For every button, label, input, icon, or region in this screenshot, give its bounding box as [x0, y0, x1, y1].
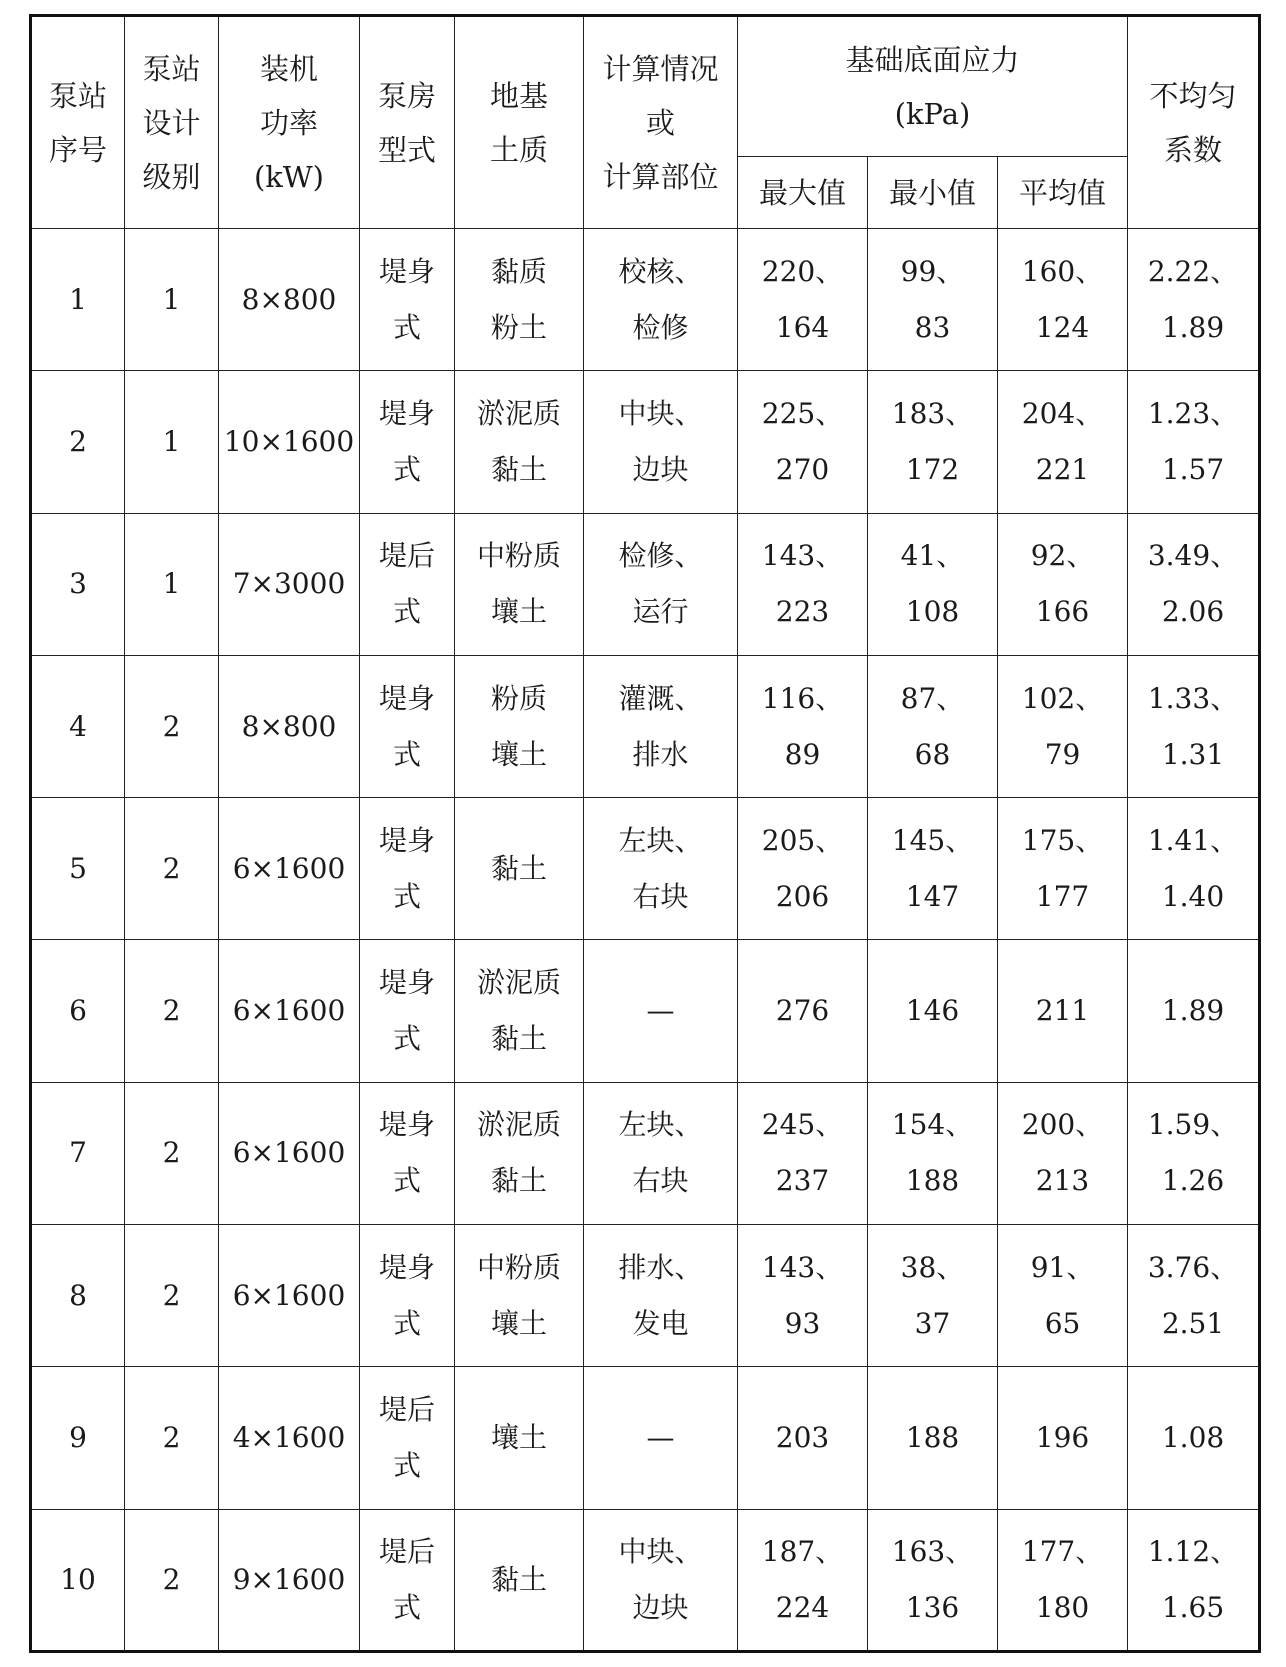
- cell-installed-power-text: 4×1600: [232, 1421, 346, 1455]
- cell-design-level-text: 2: [162, 709, 181, 743]
- cell-installed-power-text: 9×1600: [232, 1562, 346, 1596]
- header-design-level: 泵站 设计 级别: [125, 16, 219, 229]
- cell-station-no: [31, 798, 125, 940]
- cell-station-no: [31, 371, 125, 513]
- cell-calc-case: [584, 655, 738, 797]
- cell-calc-case: [584, 1367, 738, 1509]
- cell-station-no: [31, 1082, 125, 1224]
- cell-foundation-soil: [455, 513, 584, 655]
- cell-min-stress-text: 145、 147: [891, 823, 974, 913]
- cell-avg-stress-text: 92、 166: [1030, 539, 1095, 629]
- cell-calc-case: [584, 940, 738, 1082]
- cell-pump-house-type: [360, 1509, 455, 1651]
- cell-min-stress-text: 146: [905, 994, 960, 1028]
- cell-design-level: [125, 1509, 219, 1651]
- cell-installed-power: [219, 1367, 360, 1509]
- cell-foundation-soil: [455, 229, 584, 371]
- cell-pump-house-type-text: 堤身 式: [378, 966, 435, 1056]
- cell-foundation-soil: [455, 371, 584, 513]
- cell-pump-house-type: [360, 940, 455, 1082]
- cell-nonuniformity-coef: [1128, 655, 1260, 797]
- cell-nonuniformity-coef-text: 1.33、 1.31: [1147, 681, 1239, 771]
- table-row: [31, 940, 1260, 1082]
- header-installed-power: 装机 功率 (kW): [219, 16, 360, 229]
- cell-foundation-soil: [455, 1225, 584, 1367]
- cell-design-level-text: 1: [162, 282, 181, 316]
- cell-nonuniformity-coef-text: 1.59、 1.26: [1147, 1108, 1239, 1198]
- cell-station-no: [31, 1225, 125, 1367]
- cell-pump-house-type: [360, 655, 455, 797]
- cell-pump-house-type: [360, 513, 455, 655]
- cell-avg-stress: [998, 1082, 1128, 1224]
- cell-design-level: [125, 1367, 219, 1509]
- cell-calc-case-text: 左块、 右块: [618, 1108, 703, 1198]
- cell-installed-power: [219, 655, 360, 797]
- cell-pump-house-type: [360, 229, 455, 371]
- cell-design-level-text: 1: [162, 567, 181, 601]
- cell-min-stress-text: 38、 37: [900, 1250, 965, 1340]
- cell-pump-house-type: [360, 371, 455, 513]
- cell-nonuniformity-coef: [1128, 1367, 1260, 1509]
- cell-avg-stress: [998, 513, 1128, 655]
- cell-station-no-text: 2: [69, 424, 87, 458]
- cell-design-level: [125, 371, 219, 513]
- cell-min-stress: [868, 1509, 998, 1651]
- cell-foundation-soil: [455, 1367, 584, 1509]
- cell-max-stress-text: 220、 164: [761, 254, 844, 344]
- cell-installed-power-text: 6×1600: [232, 851, 346, 885]
- cell-avg-stress: [998, 1509, 1128, 1651]
- table-row: [31, 513, 1260, 655]
- cell-design-level-text: 2: [162, 851, 181, 885]
- cell-max-stress-text: 276: [775, 994, 830, 1028]
- cell-max-stress-text: 203: [775, 1421, 830, 1455]
- cell-calc-case: [584, 229, 738, 371]
- cell-installed-power-text: 10×1600: [223, 424, 355, 458]
- cell-station-no-text: 3: [69, 567, 87, 601]
- cell-pump-house-type-text: 堤后 式: [378, 539, 435, 629]
- cell-avg-stress-text: 177、 180: [1021, 1534, 1104, 1624]
- cell-min-stress: [868, 229, 998, 371]
- cell-max-stress: [738, 229, 868, 371]
- cell-installed-power: [219, 798, 360, 940]
- cell-foundation-soil: [455, 1082, 584, 1224]
- table-row: [31, 229, 1260, 371]
- cell-min-stress-text: 183、 172: [891, 396, 974, 486]
- cell-min-stress: [868, 371, 998, 513]
- cell-nonuniformity-coef-text: 1.23、 1.57: [1147, 396, 1239, 486]
- cell-max-stress-text: 143、 93: [761, 1250, 844, 1340]
- cell-installed-power-text: 6×1600: [232, 1136, 346, 1170]
- cell-design-level-text: 2: [162, 1562, 181, 1596]
- cell-min-stress-text: 188: [905, 1421, 960, 1455]
- cell-pump-house-type: [360, 1082, 455, 1224]
- cell-min-stress: [868, 513, 998, 655]
- cell-design-level: [125, 1225, 219, 1367]
- cell-pump-house-type-text: 堤身 式: [378, 396, 435, 486]
- cell-max-stress-text: 187、 224: [761, 1534, 844, 1624]
- cell-avg-stress-text: 102、 79: [1021, 681, 1104, 771]
- cell-nonuniformity-coef: [1128, 798, 1260, 940]
- header-nonuniformity-coef: 不均匀 系数: [1128, 16, 1260, 229]
- cell-design-level: [125, 1082, 219, 1224]
- header-avg: 平均值: [998, 157, 1128, 229]
- cell-max-stress-text: 116、 89: [761, 681, 844, 771]
- cell-installed-power: [219, 513, 360, 655]
- cell-pump-house-type: [360, 798, 455, 940]
- cell-calc-case-text: —: [646, 994, 675, 1028]
- cell-design-level-text: 2: [162, 994, 181, 1028]
- cell-foundation-soil: [455, 940, 584, 1082]
- cell-avg-stress: [998, 229, 1128, 371]
- cell-station-no-text: 4: [69, 709, 87, 743]
- cell-calc-case: [584, 371, 738, 513]
- cell-station-no-text: 8: [69, 1278, 87, 1312]
- cell-pump-house-type-text: 堤身 式: [378, 254, 435, 344]
- cell-design-level: [125, 798, 219, 940]
- cell-foundation-soil: [455, 1509, 584, 1651]
- cell-calc-case-text: 排水、 发电: [618, 1250, 703, 1340]
- cell-installed-power-text: 6×1600: [232, 1278, 346, 1312]
- cell-station-no-text: 9: [69, 1421, 87, 1455]
- table-body: [31, 229, 1260, 1652]
- cell-max-stress-text: 143、 223: [761, 539, 844, 629]
- cell-installed-power-text: 8×800: [241, 709, 337, 743]
- cell-pump-house-type-text: 堤身 式: [378, 1250, 435, 1340]
- cell-calc-case: [584, 1509, 738, 1651]
- table-row: [31, 655, 1260, 797]
- cell-station-no: [31, 655, 125, 797]
- cell-nonuniformity-coef-text: 3.76、 2.51: [1147, 1250, 1239, 1340]
- cell-station-no-text: 6: [69, 994, 87, 1028]
- cell-calc-case-text: 中块、 边块: [618, 396, 703, 486]
- cell-installed-power-text: 6×1600: [232, 994, 346, 1028]
- cell-max-stress: [738, 371, 868, 513]
- table-row: [31, 1367, 1260, 1509]
- cell-pump-house-type: [360, 1225, 455, 1367]
- cell-pump-house-type-text: 堤身 式: [378, 681, 435, 771]
- cell-station-no-text: 10: [60, 1562, 96, 1596]
- cell-design-level: [125, 513, 219, 655]
- cell-calc-case: [584, 1082, 738, 1224]
- cell-foundation-soil: [455, 655, 584, 797]
- cell-max-stress: [738, 798, 868, 940]
- cell-nonuniformity-coef: [1128, 371, 1260, 513]
- cell-station-no-text: 5: [69, 851, 87, 885]
- cell-nonuniformity-coef: [1128, 940, 1260, 1082]
- foundation-stress-table: [29, 14, 1261, 1653]
- header-foundation-soil: 地基 土质: [455, 16, 584, 229]
- cell-nonuniformity-coef-text: 3.49、 2.06: [1147, 539, 1239, 629]
- header-max: 最大值: [738, 157, 868, 229]
- cell-max-stress: [738, 1367, 868, 1509]
- cell-avg-stress: [998, 798, 1128, 940]
- cell-max-stress: [738, 1082, 868, 1224]
- cell-design-level-text: 2: [162, 1278, 181, 1312]
- cell-design-level: [125, 940, 219, 1082]
- cell-installed-power: [219, 371, 360, 513]
- cell-calc-case-text: —: [646, 1421, 675, 1455]
- cell-avg-stress: [998, 1367, 1128, 1509]
- cell-pump-house-type-text: 堤身 式: [378, 1108, 435, 1198]
- cell-nonuniformity-coef-text: 2.22、 1.89: [1147, 254, 1239, 344]
- cell-calc-case: [584, 798, 738, 940]
- cell-foundation-soil-text: 粉质 壤土: [490, 681, 547, 771]
- cell-min-stress: [868, 1225, 998, 1367]
- header-station-no: 泵站 序号: [31, 16, 125, 229]
- cell-station-no: [31, 940, 125, 1082]
- cell-calc-case-text: 中块、 边块: [618, 1534, 703, 1624]
- cell-max-stress: [738, 1225, 868, 1367]
- cell-foundation-soil-text: 壤土: [490, 1421, 547, 1455]
- cell-pump-house-type-text: 堤后 式: [378, 1534, 435, 1624]
- cell-station-no-text: 7: [69, 1136, 87, 1170]
- cell-station-no: [31, 1509, 125, 1651]
- cell-avg-stress-text: 91、 65: [1030, 1250, 1095, 1340]
- cell-installed-power: [219, 1082, 360, 1224]
- cell-nonuniformity-coef-text: 1.12、 1.65: [1147, 1534, 1239, 1624]
- table-row: [31, 1082, 1260, 1224]
- cell-pump-house-type: [360, 1367, 455, 1509]
- cell-pump-house-type-text: 堤身 式: [378, 823, 435, 913]
- cell-min-stress: [868, 1082, 998, 1224]
- cell-foundation-soil-text: 淤泥质 黏土: [476, 396, 561, 486]
- cell-calc-case: [584, 513, 738, 655]
- cell-foundation-soil-text: 中粉质 壤土: [476, 1250, 561, 1340]
- cell-nonuniformity-coef: [1128, 229, 1260, 371]
- cell-foundation-soil-text: 黏质 粉土: [490, 254, 547, 344]
- cell-foundation-soil-text: 淤泥质 黏土: [476, 1108, 561, 1198]
- cell-min-stress-text: 99、 83: [900, 254, 965, 344]
- cell-station-no-text: 1: [69, 282, 87, 316]
- cell-max-stress-text: 225、 270: [761, 396, 844, 486]
- cell-installed-power-text: 8×800: [241, 282, 337, 316]
- cell-installed-power: [219, 1225, 360, 1367]
- cell-foundation-soil-text: 中粉质 壤土: [476, 539, 561, 629]
- cell-min-stress-text: 163、 136: [891, 1534, 974, 1624]
- cell-avg-stress: [998, 940, 1128, 1082]
- cell-nonuniformity-coef-text: 1.41、 1.40: [1147, 823, 1239, 913]
- cell-station-no: [31, 229, 125, 371]
- header-foundation-stress: 基础底面应力 (kPa): [738, 16, 1128, 157]
- cell-max-stress: [738, 940, 868, 1082]
- cell-max-stress-text: 245、 237: [761, 1108, 844, 1198]
- header-calc-case: 计算情况 或 计算部位: [584, 16, 738, 229]
- table-row: [31, 798, 1260, 940]
- cell-nonuniformity-coef-text: 1.08: [1161, 1421, 1225, 1455]
- table-row: [31, 1509, 1260, 1651]
- cell-foundation-soil-text: 淤泥质 黏土: [476, 966, 561, 1056]
- cell-avg-stress-text: 160、 124: [1021, 254, 1104, 344]
- cell-min-stress-text: 87、 68: [900, 681, 965, 771]
- cell-max-stress: [738, 655, 868, 797]
- cell-avg-stress-text: 211: [1035, 994, 1090, 1028]
- cell-foundation-soil-text: 黏土: [490, 1562, 547, 1596]
- cell-calc-case-text: 灌溉、 排水: [618, 681, 703, 771]
- cell-min-stress: [868, 655, 998, 797]
- cell-design-level-text: 2: [162, 1421, 181, 1455]
- cell-design-level-text: 1: [162, 424, 181, 458]
- cell-min-stress-text: 41、 108: [900, 539, 965, 629]
- cell-avg-stress: [998, 655, 1128, 797]
- cell-avg-stress-text: 200、 213: [1021, 1108, 1104, 1198]
- cell-avg-stress-text: 204、 221: [1021, 396, 1104, 486]
- cell-min-stress: [868, 1367, 998, 1509]
- cell-calc-case-text: 检修、 运行: [618, 539, 703, 629]
- table-row: [31, 371, 1260, 513]
- header-min: 最小值: [868, 157, 998, 229]
- cell-calc-case-text: 校核、 检修: [618, 254, 703, 344]
- cell-calc-case: [584, 1225, 738, 1367]
- cell-avg-stress: [998, 1225, 1128, 1367]
- cell-foundation-soil-text: 黏土: [490, 851, 547, 885]
- cell-nonuniformity-coef-text: 1.89: [1161, 994, 1225, 1028]
- cell-nonuniformity-coef: [1128, 1225, 1260, 1367]
- cell-avg-stress-text: 196: [1035, 1421, 1090, 1455]
- cell-installed-power-text: 7×3000: [232, 567, 346, 601]
- cell-nonuniformity-coef: [1128, 513, 1260, 655]
- cell-calc-case-text: 左块、 右块: [618, 823, 703, 913]
- cell-max-stress: [738, 513, 868, 655]
- cell-installed-power: [219, 229, 360, 371]
- cell-avg-stress-text: 175、 177: [1021, 823, 1104, 913]
- cell-nonuniformity-coef: [1128, 1082, 1260, 1224]
- cell-design-level-text: 2: [162, 1136, 181, 1170]
- cell-pump-house-type-text: 堤后 式: [378, 1393, 435, 1483]
- cell-min-stress: [868, 940, 998, 1082]
- cell-installed-power: [219, 1509, 360, 1651]
- cell-max-stress-text: 205、 206: [761, 823, 844, 913]
- cell-design-level: [125, 655, 219, 797]
- cell-min-stress-text: 154、 188: [891, 1108, 974, 1198]
- cell-station-no: [31, 1367, 125, 1509]
- cell-design-level: [125, 229, 219, 371]
- cell-installed-power: [219, 940, 360, 1082]
- cell-max-stress: [738, 1509, 868, 1651]
- table-row: [31, 1225, 1260, 1367]
- cell-station-no: [31, 513, 125, 655]
- cell-nonuniformity-coef: [1128, 1509, 1260, 1651]
- cell-foundation-soil: [455, 798, 584, 940]
- cell-min-stress: [868, 798, 998, 940]
- cell-avg-stress: [998, 371, 1128, 513]
- header-pump-house-type: 泵房 型式: [360, 16, 455, 229]
